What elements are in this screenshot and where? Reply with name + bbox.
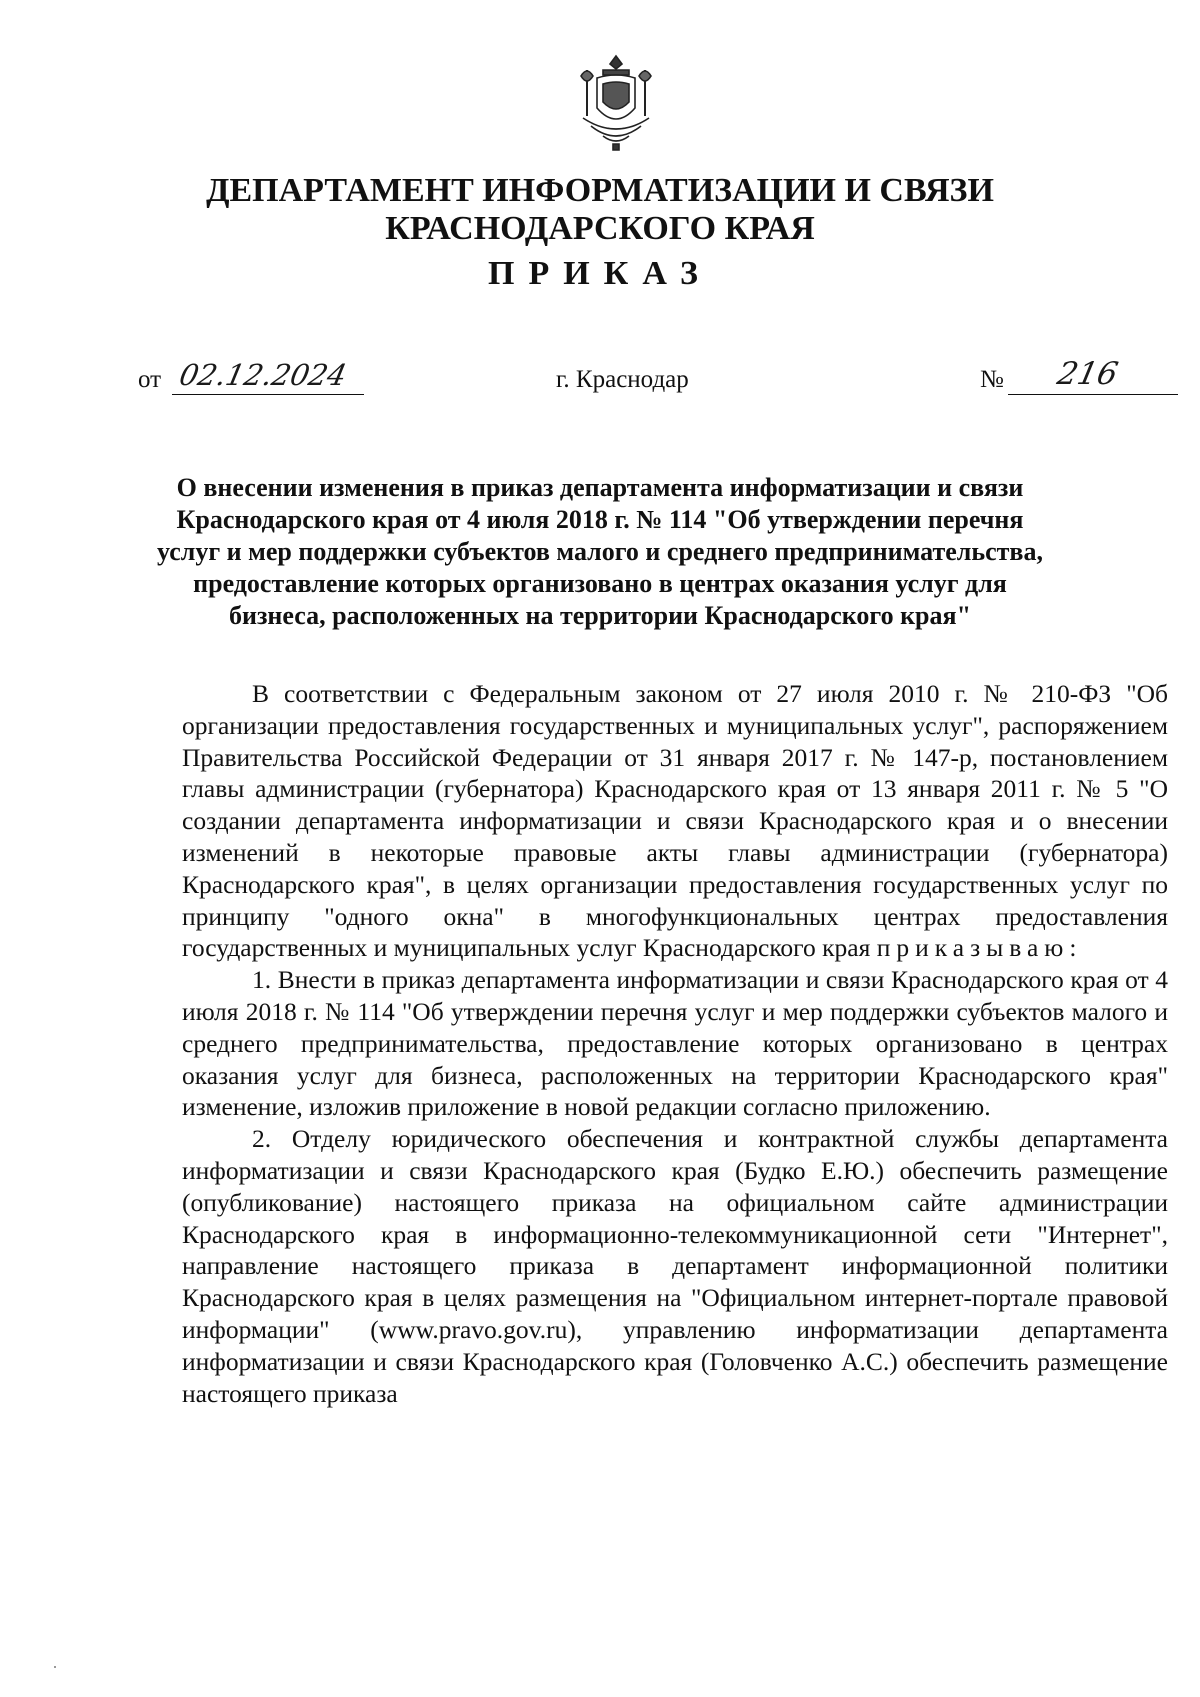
number-label: № bbox=[980, 366, 1004, 393]
date-handwritten: 02.12.2024 bbox=[176, 358, 350, 392]
preamble-text: В соответствии с Федеральным законом от 27 июля 2010 г. № 210-ФЗ "Об организации предоставления государственных и муниципальных услуг", распоряжением Правительства Российской Федерации от 31 января 2017 г. № 147-р, постановлением главы администрации (губернатора) Краснодарского края от 13 января 2011 г. № 5 "О создании департамента информатизации и связи Краснодарского края и о внесении изменений в некоторые правовые акты главы администрации (губернатора) Краснодарского края", в целях организации предоставления государственных услуг по принципу "одного окна" в многофункциональных центрах предоставления государственных и муниципальных услуг Краснодарского края bbox=[182, 679, 1168, 963]
document-type: ПРИКАЗ bbox=[488, 255, 712, 292]
preamble-paragraph bbox=[182, 678, 1168, 964]
item-1: 1. Внести в приказ департамента информатизации и связи Краснодарского края от 4 июля 2018 г. № 114 "Об утверждении перечня услуг и мер поддержки субъектов малого и среднего предпринимательства, предоставление которых организовано в центрах оказания услуг для бизнеса, расположенных на территории Краснодарского края" изменение, изложив приложение в новой редакции согласно приложению. bbox=[182, 965, 1168, 1122]
item-2: 2. Отделу юридического обеспечения и контрактной службы департамента информатизации и связи Краснодарского края (Будко Е.Ю.) обеспечить размещение (опубликование) настоящего приказа на официальном сайте администрации Краснодарского края в информационно-телекоммуникационной сети "Интернет", направление настоящего приказа в департамент информационной политики Краснодарского края в целях размещения на "Официальном интернет-портале правовой информации" (www.pravo.gov.ru), управлению информатизации департамента информатизации и связи Краснодарского края (Головченко А.С.) обеспечить размещение настоящего приказа bbox=[182, 1124, 1168, 1408]
date-underline bbox=[172, 394, 364, 395]
city-label: г. Краснодар bbox=[556, 366, 689, 393]
department-title bbox=[0, 172, 1200, 248]
coat-of-arms-emblem bbox=[573, 52, 659, 152]
order-body bbox=[182, 678, 1168, 1409]
department-title-line2: КРАСНОДАРСКОГО КРАЯ bbox=[385, 210, 815, 247]
date-label: от bbox=[138, 366, 162, 393]
number-handwritten: 216 bbox=[1054, 356, 1121, 392]
preamble-verb: приказываю: bbox=[876, 933, 1083, 963]
number-underline bbox=[1008, 394, 1178, 395]
order-subject: О внесении изменения в приказ департамента информатизации и связи Краснодарского края от 4 июля 2018 г. № 114 "Об утверждении перечня услуг и мер поддержки субъектов малого и среднего предпринимательства, предоставление которых организовано в центрах оказания услуг для бизнеса, расположенных на территории Краснодарского края" bbox=[157, 473, 1043, 630]
department-title-line1: ДЕПАРТАМЕНТ ИНФОРМАТИЗАЦИИ И СВЯЗИ bbox=[206, 172, 994, 209]
scan-speck bbox=[54, 1666, 56, 1668]
